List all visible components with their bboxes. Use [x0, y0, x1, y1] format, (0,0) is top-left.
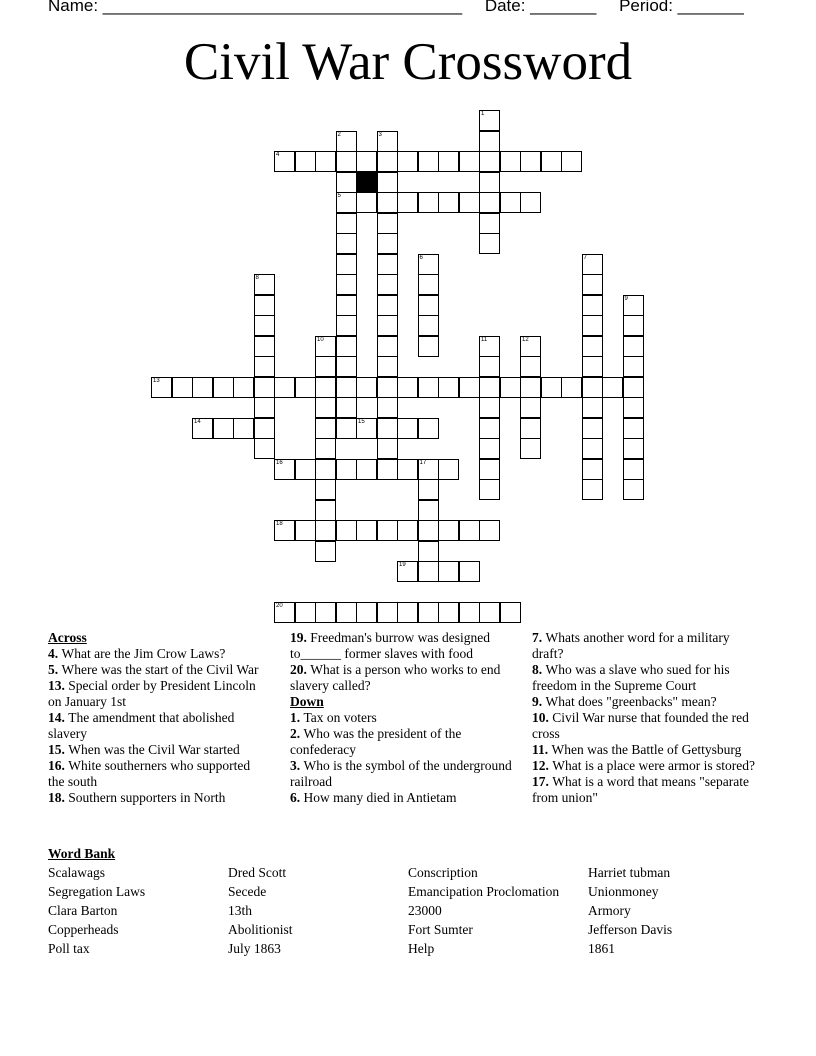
crossword-cell[interactable]: [418, 151, 439, 172]
word-bank-item: Harriet tubman: [588, 865, 671, 880]
clue-text: What is a word that means "separate from union": [532, 774, 749, 805]
clue-item: [290, 710, 526, 726]
clue-item: [532, 662, 758, 694]
crossword-cell[interactable]: [479, 479, 500, 500]
clue-number: 5: [337, 193, 341, 199]
crossword-cell[interactable]: [520, 377, 541, 398]
crossword-cell[interactable]: [315, 602, 336, 623]
clue-text: Tax on voters: [303, 710, 377, 725]
crossword-cell[interactable]: [520, 336, 541, 357]
crossword-cell[interactable]: [356, 377, 377, 398]
clue-text: Where was the start of the Civil War: [61, 662, 259, 677]
clue-number: 14: [194, 418, 201, 425]
crossword-cell[interactable]: [479, 520, 500, 541]
clue-item: [290, 726, 526, 758]
word-bank-heading: Word Bank: [48, 846, 116, 861]
crossword-cell[interactable]: [295, 602, 316, 623]
crossword-cell[interactable]: [254, 315, 275, 336]
word-bank-item: 13th: [228, 903, 253, 918]
crossword-cell[interactable]: [213, 377, 234, 398]
word-bank-item: Dred Scott: [228, 865, 287, 880]
word-bank-item: Secede: [228, 884, 267, 899]
crossword-cell[interactable]: [336, 377, 357, 398]
crossword-cell[interactable]: [438, 192, 459, 213]
crossword-cell[interactable]: [561, 151, 582, 172]
crossword-cell[interactable]: [602, 377, 623, 398]
crossword-cell[interactable]: [561, 377, 582, 398]
clue-number-label: 8.: [532, 662, 546, 677]
crossword-cell[interactable]: [377, 131, 398, 152]
crossword-cell[interactable]: [438, 377, 459, 398]
word-bank-item: Help: [408, 941, 435, 956]
crossword-cell[interactable]: [479, 172, 500, 193]
clues-column-2: [290, 630, 526, 806]
clue-text: What is a person who works to end slavery called?: [290, 662, 501, 693]
crossword-cell[interactable]: [438, 459, 459, 480]
word-bank-item: Fort Sumter: [408, 922, 473, 937]
crossword-cell[interactable]: [479, 213, 500, 234]
clue-number-label: 14.: [48, 710, 69, 725]
crossword-cell[interactable]: [315, 500, 336, 521]
crossword-cell[interactable]: [336, 397, 357, 418]
crossword-cell[interactable]: [377, 438, 398, 459]
crossword-cell[interactable]: [356, 459, 377, 480]
date-field[interactable]: Date: _______: [484, 0, 597, 15]
crossword-cell[interactable]: [500, 151, 521, 172]
word-bank-item: Scalawags: [48, 865, 105, 880]
crossword-cell[interactable]: [397, 418, 418, 439]
crossword-cell[interactable]: [582, 438, 603, 459]
crossword-cell[interactable]: [459, 602, 480, 623]
clues-column-3: [532, 630, 758, 806]
clue-number: 16: [276, 459, 283, 466]
crossword-cell[interactable]: [459, 192, 480, 213]
crossword-cell[interactable]: [336, 233, 357, 254]
crossword-cell[interactable]: [582, 295, 603, 316]
crossword-cell[interactable]: [254, 397, 275, 418]
crossword-cell[interactable]: [582, 459, 603, 480]
crossword-cell[interactable]: [336, 295, 357, 316]
crossword-cell[interactable]: [377, 397, 398, 418]
clue-number-label: 15.: [48, 742, 69, 757]
crossword-cell[interactable]: [418, 254, 439, 275]
crossword-cell[interactable]: [418, 377, 439, 398]
crossword-cell[interactable]: [356, 192, 377, 213]
crossword-cell[interactable]: [336, 274, 357, 295]
crossword-cell[interactable]: [397, 192, 418, 213]
clue-text: Special order by President Lincoln on January 1st: [48, 678, 256, 709]
crossword-cell[interactable]: [582, 479, 603, 500]
crossword-cell[interactable]: [315, 377, 336, 398]
crossword-cell[interactable]: [397, 459, 418, 480]
crossword-cell[interactable]: [500, 602, 521, 623]
crossword-cell[interactable]: [459, 151, 480, 172]
clue-text: Civil War nurse that founded the red cross: [532, 710, 749, 741]
crossword-cell[interactable]: [479, 438, 500, 459]
clue-text: What are the Jim Crow Laws?: [61, 646, 226, 661]
crossword-cell[interactable]: [479, 151, 500, 172]
crossword-cell[interactable]: [418, 520, 439, 541]
crossword-cell[interactable]: [377, 520, 398, 541]
clue-number: 8: [255, 275, 259, 281]
crossword-cell[interactable]: [151, 377, 172, 398]
across-heading: Across: [48, 630, 87, 645]
clue-number-label: 12.: [532, 758, 553, 773]
crossword-cell[interactable]: [377, 295, 398, 316]
clue-text: Who is the symbol of the underground railroad: [290, 758, 512, 789]
crossword-cell[interactable]: [520, 356, 541, 377]
crossword-cell[interactable]: [336, 356, 357, 377]
crossword-cell[interactable]: [418, 192, 439, 213]
clue-item: [532, 630, 758, 662]
crossword-cell[interactable]: [520, 397, 541, 418]
crossword-cell[interactable]: [623, 418, 644, 439]
word-bank-item: 1861: [588, 941, 615, 956]
crossword-cell[interactable]: [459, 561, 480, 582]
crossword-cell[interactable]: [418, 479, 439, 500]
crossword-cell[interactable]: [315, 151, 336, 172]
crossword-cell[interactable]: [356, 602, 377, 623]
crossword-cell[interactable]: [336, 192, 357, 213]
crossword-cell[interactable]: [315, 479, 336, 500]
crossword-cell[interactable]: [377, 459, 398, 480]
clue-item: [48, 646, 268, 662]
crossword-cell[interactable]: [479, 418, 500, 439]
crossword-cell[interactable]: [336, 315, 357, 336]
word-bank-item: Copperheads: [48, 922, 119, 937]
crossword-cell[interactable]: [418, 315, 439, 336]
crossword-cell[interactable]: [479, 131, 500, 152]
crossword-cell[interactable]: [479, 602, 500, 623]
crossword-cell[interactable]: [274, 377, 295, 398]
crossword-cell[interactable]: [377, 274, 398, 295]
crossword-cell[interactable]: [520, 438, 541, 459]
crossword-cell[interactable]: [254, 274, 275, 295]
clue-item: [532, 694, 758, 710]
clue-number-label: 16.: [48, 758, 69, 773]
crossword-cell[interactable]: [418, 541, 439, 562]
word-bank-item: Abolitionist: [228, 922, 293, 937]
crossword-cell[interactable]: [295, 151, 316, 172]
blocked-cell: [356, 172, 377, 193]
word-bank-item: Armory: [588, 903, 631, 918]
crossword-cell[interactable]: [213, 418, 234, 439]
clue-item: [532, 710, 758, 742]
word-bank-item: Unionmoney: [588, 884, 659, 899]
crossword-cell[interactable]: [192, 377, 213, 398]
crossword-cell[interactable]: [377, 151, 398, 172]
crossword-cell[interactable]: [623, 479, 644, 500]
crossword-cell[interactable]: [397, 377, 418, 398]
crossword-cell[interactable]: [582, 356, 603, 377]
crossword-cell[interactable]: [479, 336, 500, 357]
clue-text: Whats another word for a military draft?: [532, 630, 730, 661]
clue-text: Who was the president of the confederacy: [290, 726, 462, 757]
crossword-cell[interactable]: [500, 192, 521, 213]
clue-text: Who was a slave who sued for his freedom in the Supreme Court: [532, 662, 730, 693]
clue-item: [290, 662, 526, 694]
crossword-cell[interactable]: [438, 561, 459, 582]
crossword-cell[interactable]: [377, 315, 398, 336]
crossword-cell[interactable]: [336, 213, 357, 234]
crossword-cell[interactable]: [623, 438, 644, 459]
crossword-cell[interactable]: [520, 192, 541, 213]
clue-text: White southerners who supported the south: [48, 758, 251, 789]
crossword-cell[interactable]: [254, 295, 275, 316]
crossword-cell[interactable]: [438, 602, 459, 623]
crossword-cell[interactable]: [418, 561, 439, 582]
crossword-cell[interactable]: [438, 151, 459, 172]
clue-item: [48, 758, 268, 790]
word-bank-item: 23000: [408, 903, 442, 918]
crossword-cell[interactable]: [192, 418, 213, 439]
crossword-cell[interactable]: [418, 295, 439, 316]
clue-number-label: 4.: [48, 646, 62, 661]
crossword-cell[interactable]: [541, 377, 562, 398]
word-bank-item: Emancipation Proclomation: [408, 884, 560, 899]
crossword-cell[interactable]: [623, 356, 644, 377]
clue-number: 15: [358, 418, 365, 425]
word-bank-item: Conscription: [408, 865, 478, 880]
clue-number: 10: [317, 336, 324, 343]
clue-text: Freedman's burrow was designed to______ former slaves with food: [290, 630, 491, 661]
crossword-cell[interactable]: [315, 459, 336, 480]
crossword-cell[interactable]: [336, 172, 357, 193]
clue-number: 6: [419, 254, 423, 261]
clue-number: 2: [337, 131, 341, 138]
clue-number-label: 13.: [48, 678, 69, 693]
clue-number: 1: [481, 111, 485, 117]
crossword-cell[interactable]: [459, 520, 480, 541]
clue-item: [290, 630, 526, 662]
crossword-cell[interactable]: [397, 602, 418, 623]
clue-number: 19: [399, 562, 406, 568]
word-bank-item: Jefferson Davis: [588, 922, 673, 937]
down-clue-list-continued: [532, 630, 758, 806]
crossword-cell[interactable]: [397, 561, 418, 582]
crossword-cell[interactable]: [418, 602, 439, 623]
word-bank-item: Segregation Laws: [48, 884, 146, 899]
crossword-cell[interactable]: [377, 377, 398, 398]
crossword-cell[interactable]: [479, 459, 500, 480]
crossword-cell[interactable]: [356, 151, 377, 172]
crossword-cell[interactable]: [336, 459, 357, 480]
clue-number-label: 7.: [532, 630, 546, 645]
word-bank-item: Clara Barton: [48, 903, 118, 918]
crossword-cell[interactable]: [254, 438, 275, 459]
crossword-cell[interactable]: [336, 151, 357, 172]
crossword-cell[interactable]: [582, 254, 603, 275]
crossword-cell[interactable]: [377, 602, 398, 623]
clue-number: 18: [276, 521, 283, 527]
crossword-cell[interactable]: [479, 233, 500, 254]
crossword-cell[interactable]: [254, 336, 275, 357]
clue-number: 7: [583, 254, 587, 261]
clue-number-label: 5.: [48, 662, 62, 677]
crossword-cell[interactable]: [274, 151, 295, 172]
crossword-cell[interactable]: [479, 110, 500, 131]
clue-item: [290, 790, 526, 806]
crossword-cell[interactable]: [315, 520, 336, 541]
clue-text: When was the Battle of Gettysburg: [551, 742, 742, 757]
crossword-cell[interactable]: [172, 377, 193, 398]
clue-number-label: 11.: [532, 742, 552, 757]
crossword-cell[interactable]: [336, 336, 357, 357]
clue-text: What is a place were armor is stored?: [552, 758, 756, 773]
crossword-cell[interactable]: [623, 295, 644, 316]
crossword-cell[interactable]: [377, 233, 398, 254]
crossword-cell[interactable]: [295, 377, 316, 398]
crossword-cell[interactable]: [377, 192, 398, 213]
crossword-cell[interactable]: [254, 377, 275, 398]
period-field[interactable]: Period: _______: [619, 0, 744, 15]
crossword-cell[interactable]: [336, 254, 357, 275]
clue-item: [48, 678, 268, 710]
crossword-cell[interactable]: [254, 418, 275, 439]
crossword-cell[interactable]: [582, 274, 603, 295]
crossword-cell[interactable]: [418, 500, 439, 521]
crossword-cell[interactable]: [418, 459, 439, 480]
across-clue-list: [48, 646, 268, 806]
word-bank-item: July 1863: [228, 941, 281, 956]
crossword-cell[interactable]: [541, 151, 562, 172]
crossword-cell[interactable]: [377, 254, 398, 275]
clue-number-label: 17.: [532, 774, 553, 789]
clue-text: How many died in Antietam: [303, 790, 457, 805]
crossword-cell[interactable]: [623, 315, 644, 336]
across-clue-list-continued: [290, 630, 526, 694]
crossword-cell[interactable]: [520, 151, 541, 172]
clue-number: 17: [419, 459, 427, 466]
name-field[interactable]: Name: ______________________________________: [48, 0, 463, 15]
crossword-cell[interactable]: [315, 438, 336, 459]
crossword-cell[interactable]: [315, 356, 336, 377]
down-clue-list: [290, 710, 526, 806]
clue-text: When was the Civil War started: [68, 742, 240, 757]
clue-item: [532, 774, 758, 806]
crossword-cell[interactable]: [315, 397, 336, 418]
clue-number: 12: [522, 336, 529, 343]
crossword-cell[interactable]: [274, 602, 295, 623]
crossword-cell[interactable]: [254, 356, 275, 377]
crossword-cell[interactable]: [274, 459, 295, 480]
crossword-cell[interactable]: [397, 520, 418, 541]
crossword-cell[interactable]: [479, 377, 500, 398]
clue-number: 4: [276, 152, 280, 158]
crossword-cell[interactable]: [315, 541, 336, 562]
clue-text: Southern supporters in North: [68, 790, 226, 805]
crossword-cell[interactable]: [582, 315, 603, 336]
crossword-cell[interactable]: [500, 377, 521, 398]
clue-item: [48, 790, 268, 806]
clue-text: What does "greenbacks" mean?: [545, 694, 717, 709]
crossword-cell[interactable]: [623, 397, 644, 418]
crossword-cell[interactable]: [479, 397, 500, 418]
crossword-cell[interactable]: [233, 377, 254, 398]
crossword-cell[interactable]: [582, 377, 603, 398]
crossword-cell[interactable]: [295, 459, 316, 480]
crossword-cell[interactable]: [418, 274, 439, 295]
clue-number-label: 19.: [290, 630, 311, 645]
clue-number-label: 10.: [532, 710, 553, 725]
crossword-cell[interactable]: [438, 520, 459, 541]
crossword-cell[interactable]: [377, 418, 398, 439]
crossword-cell[interactable]: [274, 520, 295, 541]
crossword-cell[interactable]: [336, 131, 357, 152]
crossword-cell[interactable]: [520, 418, 541, 439]
crossword-cell[interactable]: [623, 459, 644, 480]
crossword-cell[interactable]: [315, 418, 336, 439]
crossword-cell[interactable]: [479, 192, 500, 213]
crossword-cell[interactable]: [623, 377, 644, 398]
clue-number: 20: [276, 603, 283, 609]
clue-number-label: 1.: [290, 710, 304, 725]
page-title: Civil War Crossword: [183, 33, 633, 91]
clue-item: [532, 742, 758, 758]
clue-number: 9: [624, 295, 628, 302]
clue-item: [48, 710, 268, 742]
clue-item: [532, 758, 758, 774]
clue-item: [290, 758, 526, 790]
crossword-cell[interactable]: [233, 418, 254, 439]
clue-item: [48, 662, 268, 678]
clue-number-label: 18.: [48, 790, 69, 805]
crossword-cell[interactable]: [418, 336, 439, 357]
crossword-cell[interactable]: [336, 520, 357, 541]
clues-column-1: [48, 630, 268, 806]
crossword-cell[interactable]: [582, 397, 603, 418]
crossword-cell[interactable]: [295, 520, 316, 541]
crossword-cell[interactable]: [479, 356, 500, 377]
crossword-cell[interactable]: [315, 336, 336, 357]
clue-number-label: 20.: [290, 662, 311, 677]
clue-number: 11: [481, 336, 488, 343]
clue-number-label: 2.: [290, 726, 304, 741]
clue-number-label: 6.: [290, 790, 304, 805]
crossword-cell[interactable]: [356, 418, 377, 439]
clue-number: 3: [378, 131, 382, 138]
down-heading: Down: [290, 694, 324, 709]
clue-text: The amendment that abolished slavery: [48, 710, 235, 741]
crossword-cell[interactable]: [459, 377, 480, 398]
crossword-cell[interactable]: [582, 336, 603, 357]
word-bank-item: Poll tax: [48, 941, 90, 956]
clue-number-label: 3.: [290, 758, 304, 773]
crossword-cell[interactable]: [377, 336, 398, 357]
crossword-cell[interactable]: [377, 172, 398, 193]
crossword-cell[interactable]: [336, 418, 357, 439]
crossword-cell[interactable]: [397, 151, 418, 172]
crossword-cell[interactable]: [377, 213, 398, 234]
crossword-cell[interactable]: [377, 356, 398, 377]
clue-number-label: 9.: [532, 694, 546, 709]
crossword-cell[interactable]: [356, 520, 377, 541]
crossword-cell[interactable]: [582, 418, 603, 439]
clue-number: 13: [153, 377, 160, 384]
crossword-cell[interactable]: [418, 418, 439, 439]
clue-item: [48, 742, 268, 758]
crossword-cell[interactable]: [336, 602, 357, 623]
crossword-cell[interactable]: [623, 336, 644, 357]
